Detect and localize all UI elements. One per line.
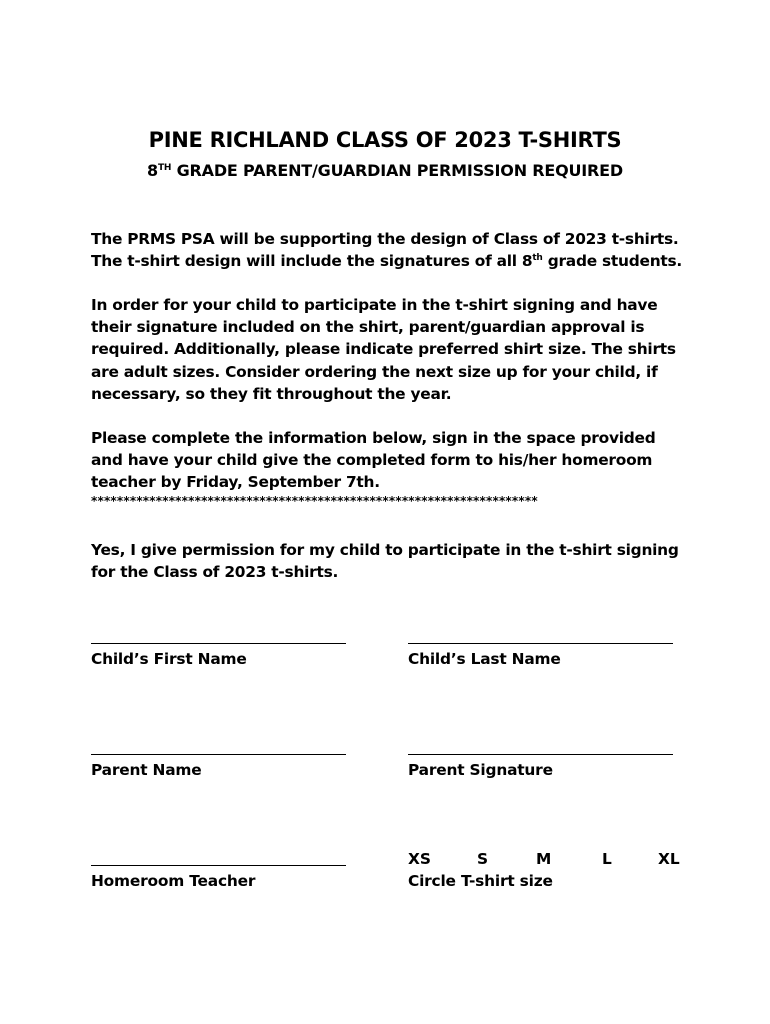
participation-line: their signature included on the shirt, parent/guardian approval is xyxy=(91,318,645,337)
parent-signature-label: Parent Signature xyxy=(408,761,553,779)
subtitle-text: GRADE PARENT/GUARDIAN PERMISSION REQUIRED xyxy=(171,161,623,180)
size-option-m[interactable]: M xyxy=(536,850,552,868)
parent-name-field[interactable] xyxy=(91,754,346,755)
participation-paragraph xyxy=(91,294,691,405)
participation-line: required. Additionally, please indicate preferred shirt size. The shirts xyxy=(91,340,676,359)
permission-line: for the Class of 2023 t-shirts. xyxy=(91,563,339,582)
page-subtitle xyxy=(0,161,770,180)
page-title: PINE RICHLAND CLASS OF 2023 T-SHIRTS xyxy=(148,128,622,152)
permission-statement xyxy=(91,539,691,583)
intro-line-2 xyxy=(91,250,691,272)
subtitle-grade-suffix: TH xyxy=(157,163,172,173)
intro-line-2-rest: grade students. xyxy=(542,252,683,271)
intro-line-2-text: The t-shirt design will include the signatures of all 8 xyxy=(91,252,533,271)
homeroom-teacher-field[interactable] xyxy=(91,865,346,866)
participation-line: are adult sizes. Consider ordering the next size up for your child, if xyxy=(91,362,658,381)
homeroom-teacher-label: Homeroom Teacher xyxy=(91,872,256,890)
size-option-xl[interactable]: XL xyxy=(658,850,680,868)
participation-line: In order for your child to participate in the t-shirt signing and have xyxy=(91,296,658,314)
intro-paragraph xyxy=(91,228,691,272)
child-last-name-label: Child’s Last Name xyxy=(408,650,561,668)
size-option-s[interactable]: S xyxy=(477,850,489,868)
participation-line: necessary, so they fit throughout the year. xyxy=(91,384,452,403)
separator-line: ********************************************************************* xyxy=(91,494,538,508)
parent-name-label: Parent Name xyxy=(91,761,202,779)
parent-signature-field[interactable] xyxy=(408,754,673,755)
instructions-line: teacher by Friday, September 7th. xyxy=(91,473,380,492)
intro-line-2-suffix: th xyxy=(532,253,543,264)
child-last-name-field[interactable] xyxy=(408,643,673,644)
subtitle-grade-number: 8 xyxy=(147,161,158,180)
shirt-size-label: Circle T-shirt size xyxy=(408,872,553,890)
size-option-xs[interactable]: XS xyxy=(408,850,431,868)
permission-line: Yes, I give permission for my child to participate in the t-shirt signing xyxy=(91,541,679,559)
child-first-name-field[interactable] xyxy=(91,643,346,644)
intro-line-1: The PRMS PSA will be supporting the design of Class of 2023 t-shirts. xyxy=(91,230,679,248)
instructions-paragraph xyxy=(91,427,691,494)
size-option-l[interactable]: L xyxy=(602,850,612,868)
instructions-line: and have your child give the completed form to his/her homeroom xyxy=(91,451,653,470)
child-first-name-label: Child’s First Name xyxy=(91,650,247,668)
instructions-line: Please complete the information below, sign in the space provided xyxy=(91,429,656,447)
